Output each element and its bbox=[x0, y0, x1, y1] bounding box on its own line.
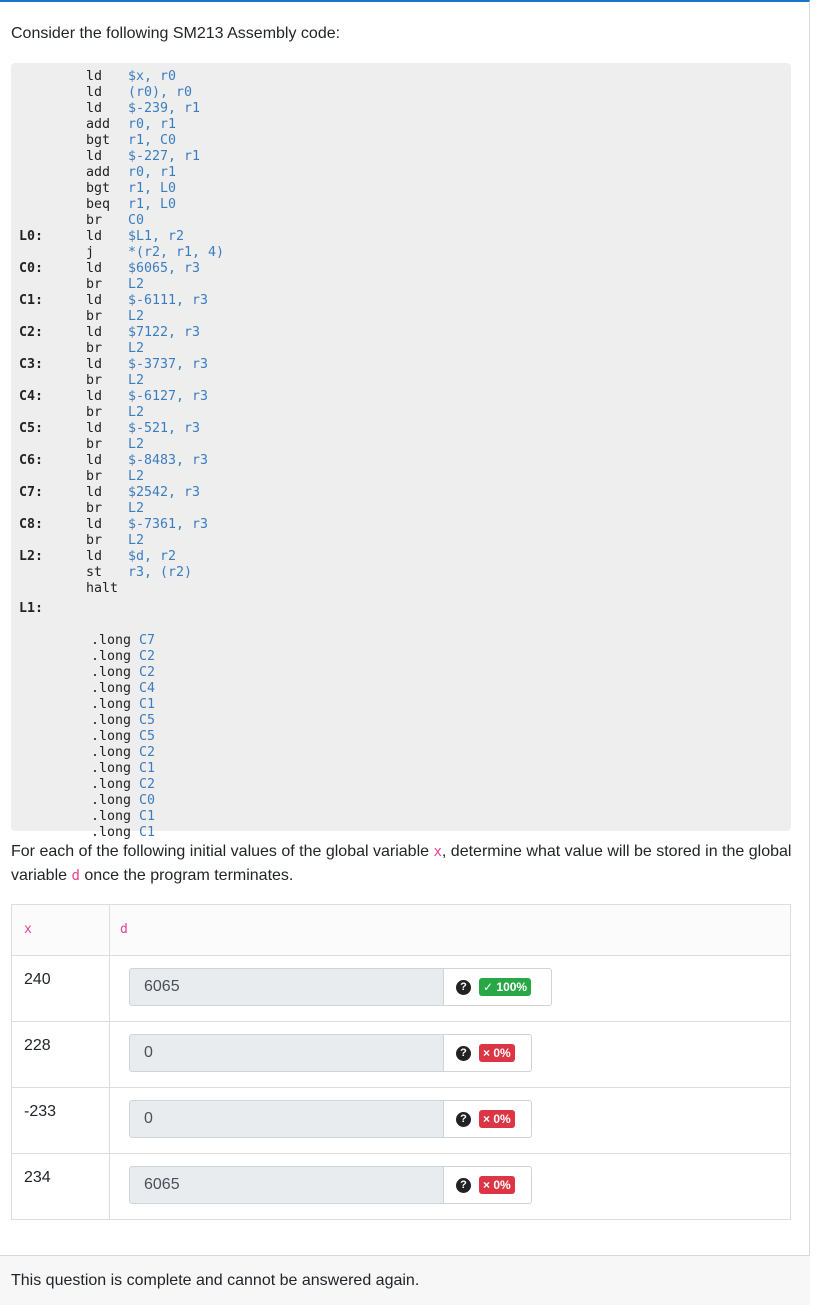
code-label: C6: bbox=[19, 453, 44, 468]
long-directive bbox=[91, 665, 155, 681]
long-directive bbox=[91, 633, 155, 649]
code-operands: $L1, r2 bbox=[128, 229, 185, 244]
long-target: C7 bbox=[139, 633, 156, 648]
code-operands: L2 bbox=[128, 501, 145, 516]
long-keyword: .long bbox=[91, 761, 132, 776]
long-target: C5 bbox=[139, 729, 156, 744]
answer-feedback bbox=[444, 1100, 532, 1138]
code-operands: r1, L0 bbox=[128, 197, 177, 212]
long-keyword: .long bbox=[91, 713, 132, 728]
code-operands: L2 bbox=[128, 309, 145, 324]
code-label: C3: bbox=[19, 357, 44, 372]
code-opcode: bgt bbox=[86, 133, 111, 148]
code-opcode: beq bbox=[86, 197, 111, 212]
long-keyword: .long bbox=[91, 665, 132, 680]
code-operands: L2 bbox=[128, 373, 145, 388]
code-operands: r3, (r2) bbox=[128, 565, 193, 580]
column-header-d: d bbox=[120, 922, 128, 937]
code-label: C0: bbox=[19, 261, 44, 276]
long-keyword: .long bbox=[91, 729, 132, 744]
code-operands: L2 bbox=[128, 437, 145, 452]
long-target: C1 bbox=[139, 809, 156, 824]
code-opcode: br bbox=[86, 277, 103, 292]
code-opcode: ld bbox=[86, 389, 103, 404]
long-keyword: .long bbox=[91, 745, 132, 760]
table-row bbox=[12, 1021, 790, 1088]
long-keyword: .long bbox=[91, 825, 132, 840]
code-opcode: ld bbox=[86, 85, 103, 100]
code-operands: $-6111, r3 bbox=[128, 293, 209, 308]
score-badge: × 0% bbox=[479, 1044, 515, 1062]
code-opcode: ld bbox=[86, 453, 103, 468]
code-opcode: ld bbox=[86, 261, 103, 276]
answer-input[interactable]: 0 bbox=[129, 1100, 444, 1138]
long-directive bbox=[91, 809, 155, 825]
code-label: C5: bbox=[19, 421, 44, 436]
code-operands: r0, r1 bbox=[128, 117, 177, 132]
code-operands: r1, C0 bbox=[128, 133, 177, 148]
code-opcode: ld bbox=[86, 357, 103, 372]
code-opcode: ld bbox=[86, 69, 103, 84]
code-label: L1: bbox=[19, 601, 44, 616]
code-label: C4: bbox=[19, 389, 44, 404]
code-opcode: ld bbox=[86, 229, 103, 244]
long-directive bbox=[91, 681, 155, 697]
score-badge: × 0% bbox=[479, 1110, 515, 1128]
question-part3: once the program terminates. bbox=[79, 867, 294, 884]
code-opcode: br bbox=[86, 405, 103, 420]
column-header-x: x bbox=[24, 922, 32, 937]
var-d: d bbox=[71, 868, 80, 884]
table-row bbox=[12, 1153, 790, 1219]
code-operands: C0 bbox=[128, 213, 145, 228]
code-operands: $-6127, r3 bbox=[128, 389, 209, 404]
answer-feedback bbox=[444, 1034, 532, 1072]
help-icon[interactable]: ? bbox=[456, 980, 471, 995]
long-directive bbox=[91, 697, 155, 713]
code-opcode: ld bbox=[86, 549, 103, 564]
answer-input[interactable]: 6065 bbox=[129, 968, 444, 1006]
code-operands: L2 bbox=[128, 405, 145, 420]
long-directive bbox=[91, 745, 155, 761]
code-opcode: bgt bbox=[86, 181, 111, 196]
code-operands: L2 bbox=[128, 277, 145, 292]
score-badge: ✓ 100% bbox=[479, 978, 531, 996]
code-label: C1: bbox=[19, 293, 44, 308]
code-opcode: br bbox=[86, 469, 103, 484]
table-header bbox=[12, 905, 790, 956]
x-value: 228 bbox=[24, 1037, 51, 1054]
code-opcode: ld bbox=[86, 325, 103, 340]
code-opcode: ld bbox=[86, 293, 103, 308]
code-operands: $x, r0 bbox=[128, 69, 177, 84]
question-part1: For each of the following initial values of the global variable bbox=[11, 843, 434, 860]
question-part2: , determine what value will be stored in the global variable bbox=[11, 843, 792, 884]
var-x: x bbox=[433, 844, 442, 860]
code-operands: r1, L0 bbox=[128, 181, 177, 196]
long-directive bbox=[91, 649, 155, 665]
help-icon[interactable]: ? bbox=[456, 1046, 471, 1061]
code-opcode: br bbox=[86, 533, 103, 548]
code-opcode: add bbox=[86, 165, 111, 180]
intro-text: Consider the following SM213 Assembly code: bbox=[11, 25, 341, 42]
code-opcode: add bbox=[86, 117, 111, 132]
long-target: C2 bbox=[139, 649, 156, 664]
long-keyword: .long bbox=[91, 777, 132, 792]
code-operands: L2 bbox=[128, 469, 145, 484]
long-keyword: .long bbox=[91, 649, 132, 664]
long-directive bbox=[91, 729, 155, 745]
code-opcode: halt bbox=[86, 581, 119, 596]
long-directive bbox=[91, 777, 155, 793]
x-value: 234 bbox=[24, 1169, 51, 1186]
long-target: C1 bbox=[139, 761, 156, 776]
code-block bbox=[11, 63, 791, 840]
table-row bbox=[12, 1087, 790, 1154]
code-operands: $7122, r3 bbox=[128, 325, 201, 340]
code-operands: L2 bbox=[128, 341, 145, 356]
answer-feedback bbox=[444, 968, 552, 1006]
long-directive bbox=[91, 793, 155, 809]
question-text bbox=[11, 840, 801, 888]
code-operands: r0, r1 bbox=[128, 165, 177, 180]
long-target: C2 bbox=[139, 777, 156, 792]
code-opcode: ld bbox=[86, 517, 103, 532]
help-icon[interactable]: ? bbox=[456, 1178, 471, 1193]
long-keyword: .long bbox=[91, 681, 132, 696]
code-operands: *(r2, r1, 4) bbox=[128, 245, 225, 260]
code-label: L0: bbox=[19, 229, 44, 244]
code-label: C2: bbox=[19, 325, 44, 340]
code-opcode: br bbox=[86, 501, 103, 516]
x-value: -233 bbox=[24, 1103, 57, 1120]
help-icon[interactable]: ? bbox=[456, 1112, 471, 1127]
table-row bbox=[12, 955, 790, 1022]
answer-input[interactable]: 6065 bbox=[129, 1166, 444, 1204]
code-operands: $-227, r1 bbox=[128, 149, 201, 164]
code-opcode: br bbox=[86, 341, 103, 356]
long-target: C1 bbox=[139, 825, 156, 840]
code-operands: $-3737, r3 bbox=[128, 357, 209, 372]
code-opcode: ld bbox=[86, 101, 103, 116]
code-label: C7: bbox=[19, 485, 44, 500]
long-target: C5 bbox=[139, 713, 156, 728]
long-directive bbox=[91, 713, 155, 729]
code-operands: $-239, r1 bbox=[128, 101, 201, 116]
code-opcode: ld bbox=[86, 421, 103, 436]
code-opcode: br bbox=[86, 213, 103, 228]
long-keyword: .long bbox=[91, 697, 132, 712]
code-operands: $-8483, r3 bbox=[128, 453, 209, 468]
long-target: C4 bbox=[139, 681, 156, 696]
code-opcode: ld bbox=[86, 149, 103, 164]
long-keyword: .long bbox=[91, 809, 132, 824]
code-opcode: j bbox=[86, 245, 95, 260]
score-badge: × 0% bbox=[479, 1176, 515, 1194]
code-opcode: br bbox=[86, 373, 103, 388]
long-directive bbox=[91, 761, 155, 777]
answer-table bbox=[11, 904, 791, 1220]
long-target: C0 bbox=[139, 793, 156, 808]
code-opcode: ld bbox=[86, 485, 103, 500]
code-operands: $-7361, r3 bbox=[128, 517, 209, 532]
long-target: C1 bbox=[139, 697, 156, 712]
code-operands: L2 bbox=[128, 533, 145, 548]
code-opcode: st bbox=[86, 565, 103, 580]
long-keyword: .long bbox=[91, 633, 132, 648]
code-operands: $2542, r3 bbox=[128, 485, 201, 500]
answer-feedback bbox=[444, 1166, 532, 1204]
code-label: L2: bbox=[19, 549, 44, 564]
status-footer bbox=[0, 1255, 810, 1305]
status-message: This question is complete and cannot be answered again. bbox=[11, 1272, 420, 1289]
long-target: C2 bbox=[139, 665, 156, 680]
code-operands: $6065, r3 bbox=[128, 261, 201, 276]
x-value: 240 bbox=[24, 971, 51, 988]
code-operands: $d, r2 bbox=[128, 549, 177, 564]
code-operands: $-521, r3 bbox=[128, 421, 201, 436]
long-target: C2 bbox=[139, 745, 156, 760]
code-opcode: br bbox=[86, 309, 103, 324]
code-label: C8: bbox=[19, 517, 44, 532]
long-directive bbox=[91, 825, 155, 841]
long-keyword: .long bbox=[91, 793, 132, 808]
answer-input[interactable]: 0 bbox=[129, 1034, 444, 1072]
code-opcode: br bbox=[86, 437, 103, 452]
code-operands: (r0), r0 bbox=[128, 85, 193, 100]
